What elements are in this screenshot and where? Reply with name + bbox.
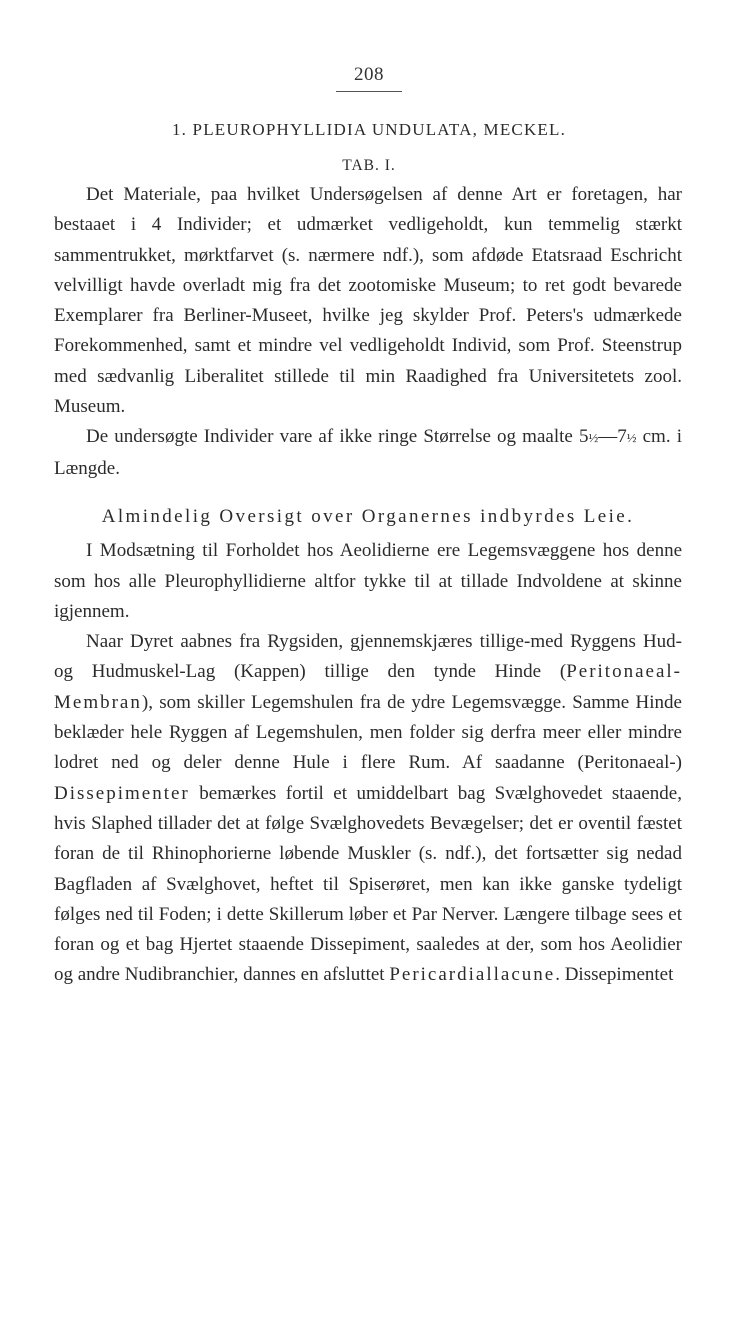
size-text-end: cm. i Længde. [54, 426, 682, 479]
size-dash: —7 [598, 426, 627, 448]
paragraph-size [54, 422, 682, 484]
page-number: 208 [354, 64, 384, 85]
dissection-text-c: bemærkes fortil et umiddelbart bag Svælghovedet staaende, hvis Slaphed tillader det at følge Svælghovedets Bevægelser; det er oventil fæstet foran de til Rhinophorierne løbende Muskler (s. ndf.), det fortsætter sig nedad Bagfladen af Svælghovet, heftet til Spiserøret, men kan ikke ganske tydeligt følges ned til Foden; i dette Skillerum løber et Par Nerver. Længere tilbage sees et foran og et bag Hjertet staaende Dissepiment, saaledes at der, som hos Aeolidier og andre Nudibranchier, dannes en afsluttet [54, 782, 682, 986]
paragraph-body-walls: I Modsætning til Forholdet hos Aeolidierne ere Legemsvæggene hos denne som hos alle Pleurophyllidierne altfor tykke til at tillade Indvoldene at skinne igjennem. [54, 540, 682, 622]
term-pericardiallacune: Pericardiallacune [389, 964, 556, 986]
section-heading: Almindelig Oversigt over Organernes indbyrdes Leie. [101, 505, 635, 527]
size-fraction-1: ½ [588, 430, 599, 446]
size-fraction-2: ½ [626, 430, 637, 446]
plate-reference: TAB. I. [342, 157, 396, 174]
paragraph-dissection [54, 627, 682, 991]
species-heading: 1. PLEUROPHYLLIDIA UNDULATA, MECKEL. [171, 120, 567, 139]
dissection-text-d: . Dissepimentet [555, 964, 674, 986]
dissection-text-b: ), som skiller Legemshulen fra de ydre Legemsvægge. Samme Hinde beklæder hele Ryggen af Legemshulen, men folder sig derfra meer eller mindre lodret ned og deler denne Hule i flere Rum. Af saadanne (Peritonaeal-) [54, 691, 682, 774]
size-text-start: De undersøgte Individer vare af ikke ringe Størrelse og maalte 5 [86, 426, 589, 448]
body-text [54, 180, 682, 991]
dissection-text-a: Naar Dyret aabnes fra Rygsiden, gjennemskjæres tillige-med Ryggens Hud- og Hudmuskel-Lag (Kappen) tillige den tynde Hinde ( [54, 631, 682, 683]
page-number-rule [336, 91, 402, 92]
term-peritonaeal-membran: Peritonaeal-Membran [54, 661, 682, 713]
term-dissepimenter: Dissepimenter [54, 782, 190, 804]
paragraph-material: Det Materiale, paa hvilket Undersøgelsen af denne Art er foretagen, har bestaaet i 4 Individer; et udmærket vedligeholdt, kun temmelig stærkt sammentrukket, mørktfarvet (s. nærmere ndf.), som afdøde Etatsraad Eschricht velvilligt havde overladt mig fra det zootomiske Museum; to ret godt bevarede Exemplarer fra Berliner-Museet, hvilke jeg skylder Prof. Peters's udmærkede Forekommenhed, samt et mindre vel vedligeholdt Individ, som Prof. Steenstrup med sædvanlig Liberalitet stillede til min Raadighed fra Universitetets zool. Museum. [54, 184, 682, 418]
